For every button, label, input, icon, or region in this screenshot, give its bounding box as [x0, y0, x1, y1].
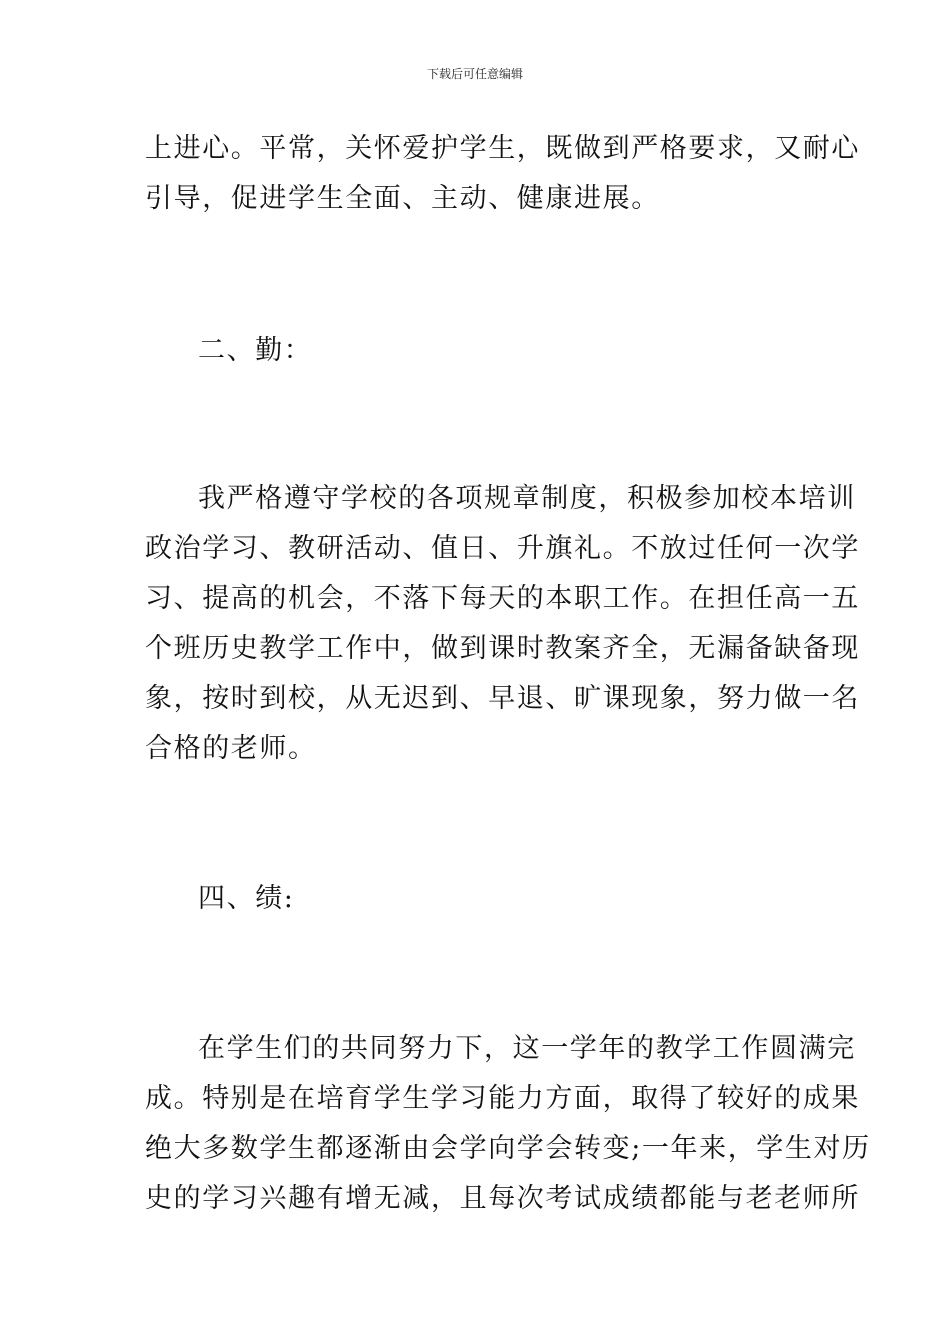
paragraph-line: 上进心。平常，关怀爱护学生，既做到严格要求，又耐心: [145, 133, 860, 164]
paragraph-line: 我严格遵守学校的各项规章制度，积极参加校本培训: [198, 483, 856, 514]
paragraph-line: 绝大多数学生都逐渐由会学向学会转变;一年来，学生对历: [145, 1133, 871, 1164]
section-heading: 二、勤：: [198, 335, 313, 366]
paragraph-line: 在学生们的共同努力下，这一学年的教学工作圆满完: [198, 1033, 856, 1064]
paragraph-line: 象，按时到校，从无迟到、早退、旷课现象，努力做一名: [145, 683, 860, 714]
section-heading: 四、绩:: [198, 883, 295, 914]
paragraph-line: 习、提高的机会，不落下每天的本职工作。在担任高一五: [145, 583, 860, 614]
paragraph-line: 引导，促进学生全面、主动、健康进展。: [145, 183, 660, 214]
paragraph-line: 政治学习、教研活动、值日、升旗礼。不放过任何一次学: [145, 533, 860, 564]
paragraph-line: 合格的老师。: [145, 733, 317, 764]
page-header: 下载后可任意编辑: [426, 67, 523, 81]
paragraph-line: 成。特别是在培育学生学习能力方面，取得了较好的成果: [145, 1083, 860, 1114]
paragraph-line: 个班历史教学工作中，做到课时教案齐全，无漏备缺备现: [145, 633, 860, 664]
paragraph-line: 史的学习兴趣有增无减，且每次考试成绩都能与老老师所: [145, 1183, 860, 1214]
